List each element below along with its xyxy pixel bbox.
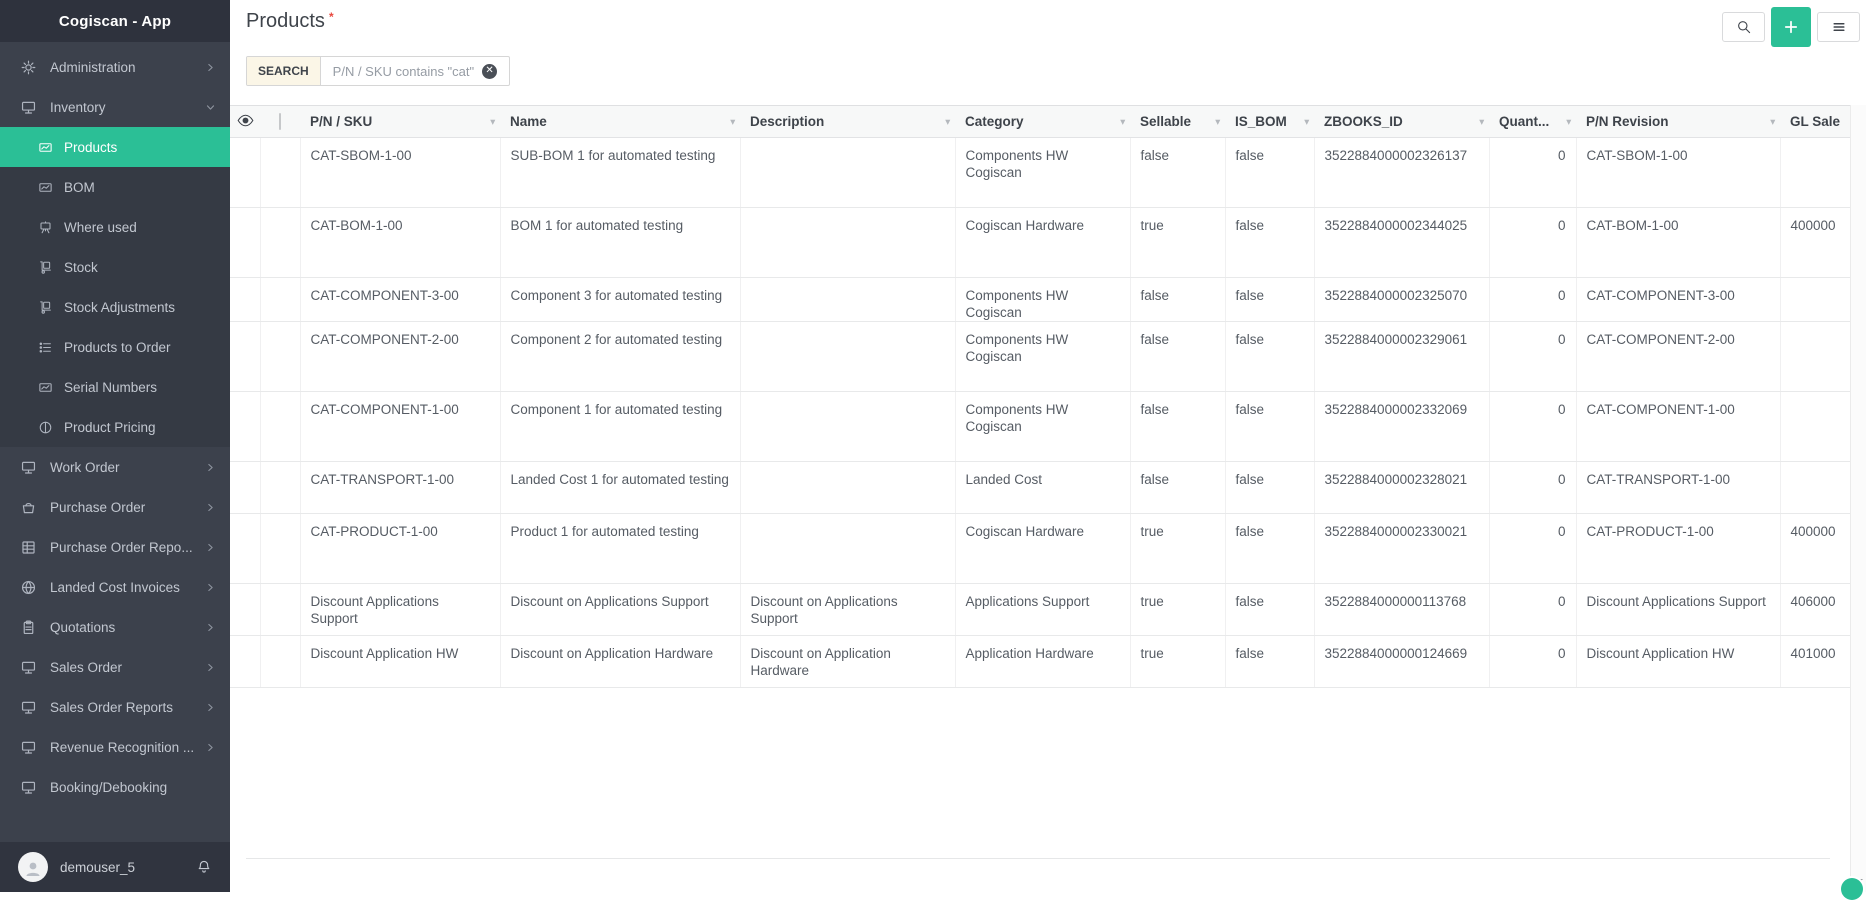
search-icon — [1736, 19, 1752, 35]
table-row[interactable] — [230, 636, 1850, 688]
search-label: SEARCH — [247, 57, 321, 85]
sidebar-item-stock-adjustments[interactable] — [0, 287, 230, 327]
slashed-circle-icon — [38, 420, 53, 435]
sidebar-item-label: Products — [64, 139, 118, 155]
cell-sellable: false — [1130, 278, 1225, 322]
cell-category: Application Hardware — [955, 636, 1130, 688]
sidebar-item-label: Sales Order — [50, 659, 123, 675]
toolbar — [1722, 7, 1860, 47]
cell-zbooks_id: 3522884000002326137 — [1314, 138, 1489, 208]
products-grid — [230, 105, 1850, 892]
list-icon — [38, 340, 53, 355]
cell-pn: CAT-SBOM-1-00 — [300, 138, 500, 208]
cell-quantity: 0 — [1489, 514, 1576, 584]
sidebar-item-sales-order-reports[interactable] — [0, 687, 230, 727]
column-label: P/N Revision — [1586, 114, 1669, 129]
sidebar-item-label: Revenue Recognition ... — [50, 739, 195, 755]
cell-pn: Discount Applications Support — [300, 584, 500, 636]
cell-category: Components HW Cogiscan — [955, 278, 1130, 322]
chevron-right-icon — [205, 542, 216, 553]
column-label: Description — [750, 114, 825, 129]
dolly-icon — [38, 300, 53, 315]
menu-button[interactable] — [1817, 12, 1860, 42]
sidebar-item-work-order[interactable] — [0, 447, 230, 487]
table-row[interactable] — [230, 584, 1850, 636]
cell-zbooks_id: 3522884000002332069 — [1314, 392, 1489, 462]
search-bar — [246, 56, 510, 86]
cell-sellable: true — [1130, 584, 1225, 636]
plus-icon — [1783, 19, 1799, 35]
sidebar-item-label: Product Pricing — [64, 419, 156, 435]
cell-zbooks_id: 3522884000000113768 — [1314, 584, 1489, 636]
chevron-right-icon — [205, 622, 216, 633]
cell-row-controls — [230, 138, 260, 208]
cell-pn_revision: CAT-BOM-1-00 — [1576, 208, 1780, 278]
cell-quantity: 0 — [1489, 138, 1576, 208]
sidebar-item-label: Purchase Order — [50, 499, 146, 515]
chart-icon — [38, 380, 53, 395]
cell-category: Applications Support — [955, 584, 1130, 636]
grid-icon — [20, 539, 37, 556]
cell-pn: CAT-TRANSPORT-1-00 — [300, 462, 500, 514]
chat-widget-bubble[interactable] — [1841, 878, 1863, 900]
cell-sellable: false — [1130, 462, 1225, 514]
cell-row-select — [260, 636, 300, 688]
chevron-right-icon — [205, 662, 216, 673]
sort-triangle-icon[interactable]: ▾ — [1770, 116, 1775, 126]
select-all-header — [260, 106, 300, 138]
cell-row-select — [260, 278, 300, 322]
cell-is_bom: false — [1225, 322, 1314, 392]
sidebar-item-inventory[interactable] — [0, 87, 230, 127]
sidebar-item-revenue-recognition[interactable] — [0, 727, 230, 767]
main-content — [230, 0, 1866, 892]
sidebar-item-quotations[interactable] — [0, 607, 230, 647]
cell-gl_sale: 406000 — [1780, 584, 1850, 636]
chevron-down-icon — [205, 102, 216, 113]
cell-description — [740, 208, 955, 278]
cell-pn_revision: CAT-COMPONENT-3-00 — [1576, 278, 1780, 322]
chevron-right-icon — [205, 582, 216, 593]
bell-icon[interactable] — [196, 859, 212, 875]
column-label: GL Sale — [1790, 114, 1841, 129]
cell-row-controls — [230, 584, 260, 636]
cell-sellable: true — [1130, 208, 1225, 278]
cell-name: Component 1 for automated testing — [500, 392, 740, 462]
cell-sellable: true — [1130, 514, 1225, 584]
sort-triangle-icon[interactable]: ▾ — [1120, 116, 1125, 126]
basket-icon — [20, 499, 37, 516]
chevron-right-icon — [205, 462, 216, 473]
column-header-gl_sale[interactable] — [1780, 106, 1850, 138]
hamburger-icon — [1831, 19, 1847, 35]
column-label: P/N / SKU — [310, 114, 373, 129]
cell-row-select — [260, 322, 300, 392]
sort-triangle-icon[interactable]: ▾ — [1304, 116, 1309, 126]
cell-row-controls — [230, 392, 260, 462]
cell-pn_revision: CAT-COMPONENT-1-00 — [1576, 392, 1780, 462]
cell-gl_sale: 401000 — [1780, 636, 1850, 688]
monitor-icon — [20, 699, 37, 716]
sidebar-item-products[interactable] — [0, 127, 230, 167]
cell-gl_sale — [1780, 138, 1850, 208]
sidebar-item-label: Booking/Debooking — [50, 779, 168, 795]
column-visibility-header[interactable] — [230, 106, 260, 138]
table-row[interactable] — [230, 208, 1850, 278]
search-button[interactable] — [1722, 12, 1765, 42]
column-header-pn_revision[interactable] — [1576, 106, 1780, 138]
cell-pn_revision: CAT-TRANSPORT-1-00 — [1576, 462, 1780, 514]
cell-pn: CAT-COMPONENT-2-00 — [300, 322, 500, 392]
cell-pn: CAT-COMPONENT-1-00 — [300, 392, 500, 462]
sidebar-item-label: Stock — [64, 259, 98, 275]
cell-gl_sale — [1780, 278, 1850, 322]
cell-description — [740, 462, 955, 514]
cell-name: SUB-BOM 1 for automated testing — [500, 138, 740, 208]
cell-is_bom: false — [1225, 138, 1314, 208]
cell-pn_revision: CAT-SBOM-1-00 — [1576, 138, 1780, 208]
monitor-icon — [20, 659, 37, 676]
cell-zbooks_id: 3522884000002328021 — [1314, 462, 1489, 514]
sidebar — [0, 0, 230, 892]
cell-quantity: 0 — [1489, 208, 1576, 278]
app-title: Cogiscan - App — [0, 0, 230, 42]
sidebar-item-where-used[interactable] — [0, 207, 230, 247]
cell-row-controls — [230, 278, 260, 322]
column-header-category[interactable] — [955, 106, 1130, 138]
sidebar-item-landed-cost-invoices[interactable] — [0, 567, 230, 607]
select-all-checkbox[interactable] — [279, 113, 281, 130]
sort-triangle-icon[interactable]: ▾ — [490, 116, 495, 126]
sidebar-item-purchase-order-repo[interactable] — [0, 527, 230, 567]
cell-pn: CAT-COMPONENT-3-00 — [300, 278, 500, 322]
cell-description — [740, 514, 955, 584]
sidebar-item-label: Where used — [64, 219, 137, 235]
cell-quantity: 0 — [1489, 636, 1576, 688]
sidebar-item-booking-debooking[interactable] — [0, 767, 230, 807]
sort-triangle-icon[interactable]: ▾ — [945, 116, 950, 126]
cell-row-select — [260, 462, 300, 514]
sort-triangle-icon[interactable]: ▾ — [730, 116, 735, 126]
clipboard-icon — [20, 619, 37, 636]
cell-sellable: false — [1130, 322, 1225, 392]
cell-is_bom: false — [1225, 278, 1314, 322]
table-row[interactable] — [230, 462, 1850, 514]
chart-icon — [38, 180, 53, 195]
cell-row-select — [260, 138, 300, 208]
column-header-quantity[interactable] — [1489, 106, 1576, 138]
column-header-sellable[interactable] — [1130, 106, 1225, 138]
sidebar-item-product-pricing[interactable] — [0, 407, 230, 447]
sidebar-item-products-to-order[interactable] — [0, 327, 230, 367]
avatar — [18, 852, 48, 882]
cell-category: Landed Cost — [955, 462, 1130, 514]
gear-icon — [20, 59, 37, 76]
cell-category: Components HW Cogiscan — [955, 392, 1130, 462]
chevron-right-icon — [205, 62, 216, 73]
sidebar-item-label: Products to Order — [64, 339, 171, 355]
chevron-right-icon — [205, 742, 216, 753]
sidebar-menu — [0, 42, 230, 807]
cell-row-controls — [230, 208, 260, 278]
sidebar-item-label: Landed Cost Invoices — [50, 579, 180, 595]
cell-quantity: 0 — [1489, 584, 1576, 636]
sidebar-item-label: Serial Numbers — [64, 379, 158, 395]
sidebar-item-label: Administration — [50, 59, 136, 75]
cell-is_bom: false — [1225, 584, 1314, 636]
page-title-text: Products — [246, 10, 325, 32]
cell-is_bom: false — [1225, 636, 1314, 688]
cell-quantity: 0 — [1489, 278, 1576, 322]
table-row[interactable] — [230, 322, 1850, 392]
sidebar-item-administration[interactable] — [0, 47, 230, 87]
cell-pn_revision: CAT-COMPONENT-2-00 — [1576, 322, 1780, 392]
add-button[interactable] — [1771, 7, 1811, 47]
cell-row-select — [260, 584, 300, 636]
column-label: Category — [965, 114, 1024, 129]
sidebar-item-label: BOM — [64, 179, 95, 195]
table-header — [230, 106, 1850, 138]
vertical-scrollbar[interactable] — [1850, 105, 1866, 892]
circle-x-icon[interactable]: ✕ — [482, 64, 497, 79]
column-label: Sellable — [1140, 114, 1192, 129]
cell-sellable: false — [1130, 392, 1225, 462]
cell-name: Discount on Applications Support — [500, 584, 740, 636]
user-bar[interactable] — [0, 842, 230, 892]
sidebar-item-bom[interactable] — [0, 167, 230, 207]
column-header-zbooks_id[interactable] — [1314, 106, 1489, 138]
cell-description — [740, 392, 955, 462]
cell-is_bom: false — [1225, 208, 1314, 278]
cell-row-select — [260, 392, 300, 462]
cell-zbooks_id: 3522884000002330021 — [1314, 514, 1489, 584]
table-row[interactable] — [230, 514, 1850, 584]
required-marker: * — [328, 10, 334, 24]
user-name: demouser_5 — [60, 859, 136, 875]
table-body — [230, 138, 1850, 688]
sidebar-item-label: Stock Adjustments — [64, 299, 176, 315]
cell-row-controls — [230, 462, 260, 514]
bottom-divider — [246, 858, 1830, 859]
eye-icon — [237, 112, 254, 129]
cell-sellable: true — [1130, 636, 1225, 688]
cell-gl_sale: 400000 — [1780, 208, 1850, 278]
sidebar-item-label: Sales Order Reports — [50, 699, 174, 715]
cell-name: Landed Cost 1 for automated testing — [500, 462, 740, 514]
cell-category: Cogiscan Hardware — [955, 208, 1130, 278]
monitor-icon — [20, 779, 37, 796]
cell-name: Component 2 for automated testing — [500, 322, 740, 392]
sidebar-item-label: Purchase Order Repo... — [50, 539, 193, 555]
search-filter-chip[interactable] — [321, 57, 509, 85]
cell-is_bom: false — [1225, 392, 1314, 462]
cell-description: Discount on Application Hardware — [740, 636, 955, 688]
chart-icon — [38, 140, 53, 155]
sidebar-item-sales-order[interactable] — [0, 647, 230, 687]
sidebar-item-stock[interactable] — [0, 247, 230, 287]
cell-row-select — [260, 514, 300, 584]
table-row[interactable] — [230, 138, 1850, 208]
cell-name: Discount on Application Hardware — [500, 636, 740, 688]
sidebar-item-label: Work Order — [50, 459, 120, 475]
cell-category: Cogiscan Hardware — [955, 514, 1130, 584]
chevron-right-icon — [205, 702, 216, 713]
sidebar-item-purchase-order[interactable] — [0, 487, 230, 527]
column-header-description[interactable] — [740, 106, 955, 138]
column-header-is_bom[interactable] — [1225, 106, 1314, 138]
cell-pn: Discount Application HW — [300, 636, 500, 688]
cell-gl_sale: 400000 — [1780, 514, 1850, 584]
table-row[interactable] — [230, 392, 1850, 462]
cell-zbooks_id: 3522884000002329061 — [1314, 322, 1489, 392]
cell-row-controls — [230, 514, 260, 584]
cell-zbooks_id: 3522884000002325070 — [1314, 278, 1489, 322]
chevron-right-icon — [205, 502, 216, 513]
cell-description: Discount on Applications Support — [740, 584, 955, 636]
cell-gl_sale — [1780, 462, 1850, 514]
column-label: Quant... — [1499, 114, 1550, 129]
cell-zbooks_id: 3522884000002344025 — [1314, 208, 1489, 278]
cell-pn: CAT-BOM-1-00 — [300, 208, 500, 278]
badge-icon — [20, 579, 37, 596]
sidebar-item-label: Quotations — [50, 619, 116, 635]
cell-quantity: 0 — [1489, 322, 1576, 392]
cell-row-controls — [230, 636, 260, 688]
cell-name: BOM 1 for automated testing — [500, 208, 740, 278]
column-label: IS_BOM — [1235, 114, 1287, 129]
sidebar-item-serial-numbers[interactable] — [0, 367, 230, 407]
column-label: ZBOOKS_ID — [1324, 114, 1403, 129]
sort-triangle-icon[interactable]: ▾ — [1215, 116, 1220, 126]
search-filter-text: P/N / SKU contains "cat" — [332, 63, 475, 79]
cell-pn_revision: Discount Application HW — [1576, 636, 1780, 688]
table-row[interactable] — [230, 278, 1850, 322]
cell-gl_sale — [1780, 322, 1850, 392]
cell-description — [740, 278, 955, 322]
sidebar-item-label: Inventory — [50, 99, 106, 115]
monitor-icon — [20, 99, 37, 116]
header-row — [230, 106, 1850, 138]
cell-row-controls — [230, 322, 260, 392]
cell-quantity: 0 — [1489, 462, 1576, 514]
sort-triangle-icon[interactable]: ▾ — [1566, 116, 1571, 126]
cell-zbooks_id: 3522884000000124669 — [1314, 636, 1489, 688]
products-table — [230, 105, 1850, 688]
cell-pn: CAT-PRODUCT-1-00 — [300, 514, 500, 584]
cell-pn_revision: Discount Applications Support — [1576, 584, 1780, 636]
cell-sellable: false — [1130, 138, 1225, 208]
page-title — [246, 10, 334, 33]
column-label: Name — [510, 114, 547, 129]
dolly-icon — [38, 260, 53, 275]
cell-gl_sale — [1780, 392, 1850, 462]
column-header-name[interactable] — [500, 106, 740, 138]
cell-name: Product 1 for automated testing — [500, 514, 740, 584]
monitor-icon — [20, 739, 37, 756]
cell-description — [740, 322, 955, 392]
cell-category: Components HW Cogiscan — [955, 322, 1130, 392]
cell-description — [740, 138, 955, 208]
cell-is_bom: false — [1225, 462, 1314, 514]
cell-category: Components HW Cogiscan — [955, 138, 1130, 208]
cell-quantity: 0 — [1489, 392, 1576, 462]
cell-row-select — [260, 208, 300, 278]
easel-icon — [38, 220, 53, 235]
monitor-icon — [20, 459, 37, 476]
cell-is_bom: false — [1225, 514, 1314, 584]
cell-pn_revision: CAT-PRODUCT-1-00 — [1576, 514, 1780, 584]
cell-name: Component 3 for automated testing — [500, 278, 740, 322]
column-header-pn[interactable] — [300, 106, 500, 138]
sort-triangle-icon[interactable]: ▾ — [1479, 116, 1484, 126]
